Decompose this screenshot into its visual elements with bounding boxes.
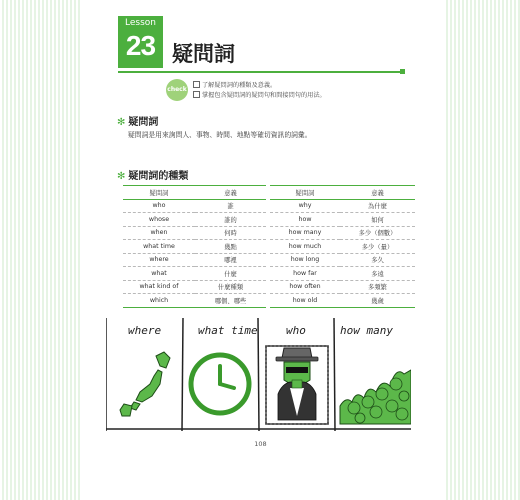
word-cell: what kind of <box>123 280 195 294</box>
column-header: 疑問詞 <box>123 186 195 200</box>
meaning-cell: 如何 <box>340 213 415 227</box>
check-item <box>193 90 326 99</box>
title-divider <box>118 71 403 73</box>
word-cell: when <box>123 226 195 240</box>
column-header: 意義 <box>340 186 415 200</box>
check-item <box>193 80 276 89</box>
word-cell: which <box>123 294 195 308</box>
meaning-cell: 誰 <box>195 199 266 213</box>
word-cell: where <box>123 253 195 267</box>
illustration-strip <box>106 316 411 431</box>
mystery-person-icon <box>266 346 328 424</box>
word-cell: how long <box>270 253 340 267</box>
word-cell: how many <box>270 226 340 240</box>
meaning-cell: 什麼 <box>195 267 266 281</box>
meaning-cell: 何時 <box>195 226 266 240</box>
meaning-cell: 什麼種類 <box>195 280 266 294</box>
table-row <box>123 267 266 281</box>
crowd-icon <box>340 370 411 424</box>
table-row <box>123 294 266 308</box>
word-cell: how far <box>270 267 340 281</box>
question-word-table-left <box>123 185 266 308</box>
table-row <box>123 240 266 254</box>
meaning-cell: 多遠 <box>340 267 415 281</box>
meaning-cell: 誰的 <box>195 213 266 227</box>
check-badge: check <box>166 79 188 101</box>
star-icon: ✻ <box>117 117 126 128</box>
lesson-number: 23 <box>125 30 156 61</box>
table-row <box>270 280 415 294</box>
table-row <box>123 280 266 294</box>
meaning-cell: 幾點 <box>195 240 266 254</box>
meaning-cell: 幾歲 <box>340 294 415 308</box>
column-header: 意義 <box>195 186 266 200</box>
table-row <box>270 267 415 281</box>
check-item-text: 了解疑問詞的種類及意義。 <box>202 82 277 89</box>
section-body: 疑問詞是用來詢問人、事物、時間、地點等確切資訊的詞彙。 <box>128 131 312 139</box>
section-heading-text: 疑問詞 <box>128 117 159 128</box>
table-row <box>123 253 266 267</box>
word-cell: why <box>270 199 340 213</box>
meaning-cell: 多久 <box>340 253 415 267</box>
panel-label-how-many: how many <box>340 324 393 337</box>
star-icon: ✻ <box>117 171 126 182</box>
panel-label-what-time: what time <box>198 324 258 337</box>
checkbox-icon <box>193 81 200 88</box>
word-cell: whose <box>123 213 195 227</box>
panel-label-who: who <box>286 324 306 337</box>
table-row <box>123 226 266 240</box>
word-cell: how old <box>270 294 340 308</box>
section-heading-question-words <box>117 113 158 128</box>
meaning-cell: 多少（量） <box>340 240 415 254</box>
check-item-text: 掌握包含疑問詞的疑問句和間接問句的用法。 <box>202 92 326 99</box>
word-cell: who <box>123 199 195 213</box>
word-cell: how often <box>270 280 340 294</box>
word-cell: how much <box>270 240 340 254</box>
checkbox-icon <box>193 91 200 98</box>
japan-map-icon <box>120 352 170 416</box>
meaning-cell: 多頻繁 <box>340 280 415 294</box>
table-row <box>270 294 415 308</box>
lesson-tab <box>118 16 163 68</box>
table-row <box>270 213 415 227</box>
table-row <box>123 199 266 213</box>
table-row <box>270 240 415 254</box>
table-row <box>123 213 266 227</box>
column-header: 疑問詞 <box>270 186 340 200</box>
meaning-cell: 為什麼 <box>340 199 415 213</box>
table-row <box>270 226 415 240</box>
section-heading-text: 疑問詞的種類 <box>128 171 189 182</box>
lesson-label: Lesson <box>125 18 156 28</box>
page-title: 疑問詞 <box>172 42 235 66</box>
panel-label-where: where <box>128 324 162 337</box>
table-row <box>270 199 415 213</box>
title-divider-end <box>400 69 405 74</box>
table-row <box>270 253 415 267</box>
page-number: 108 <box>254 440 267 448</box>
section-heading-types <box>117 167 188 182</box>
question-word-table-right <box>270 185 415 308</box>
meaning-cell: 哪個、哪些 <box>195 294 266 308</box>
word-cell: what time <box>123 240 195 254</box>
clock-icon <box>191 355 249 413</box>
meaning-cell: 多少（個數） <box>340 226 415 240</box>
word-cell: how <box>270 213 340 227</box>
meaning-cell: 哪裡 <box>195 253 266 267</box>
word-cell: what <box>123 267 195 281</box>
